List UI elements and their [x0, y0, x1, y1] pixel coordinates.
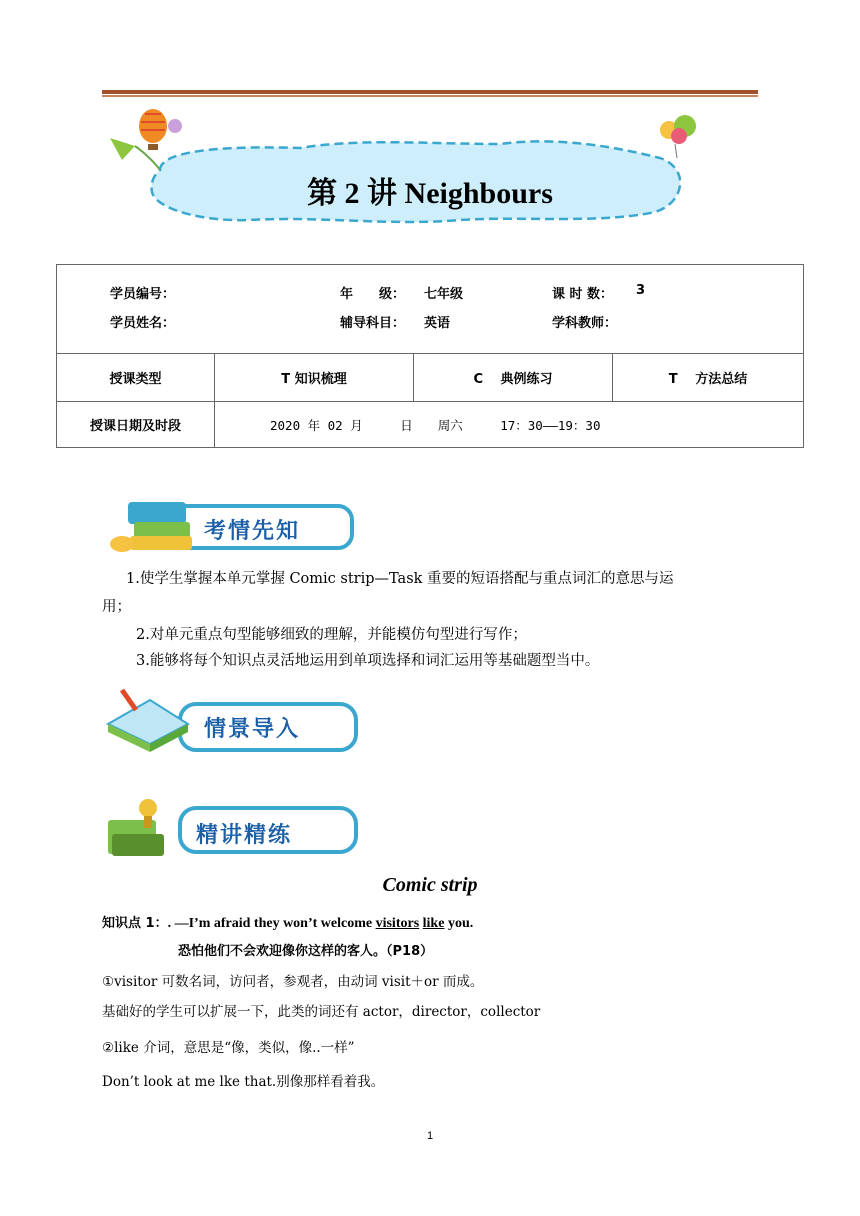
student-info-cell	[57, 265, 804, 354]
student-id-label: 学员编号：	[110, 287, 176, 302]
objective-3: 3.能够将每个知识点灵活地运用到单项选择和词汇运用等基础题型当中。	[136, 653, 600, 669]
banner-lecture-practice: 精讲精练	[196, 823, 293, 848]
note-visitor: ①visitor 可数名词，访问者，参观者，由动词 visit＋or 而成。	[102, 974, 484, 990]
banner-scenario-intro: 情景导入	[204, 717, 301, 742]
kp1-word-like: like	[422, 916, 445, 931]
lesson-info-table	[56, 264, 804, 448]
page-title: 第 2 讲 Neighbours	[307, 177, 553, 210]
note-extension: 基础好的学生可以扩展一下，此类的词还有 actor，director，collector	[102, 1004, 541, 1020]
header-rule-thin	[102, 95, 758, 97]
kp1-label: 知识点 1：	[102, 916, 168, 931]
kp1-translation: 恐怕他们不会欢迎像你这样的客人。（P18）	[178, 944, 434, 959]
banner-exam-preview: 考情先知	[204, 519, 301, 544]
header-rule	[102, 90, 758, 94]
subject-value: 英语	[424, 316, 451, 331]
balloons-icon	[655, 114, 705, 160]
grade-value: 七年级	[424, 287, 464, 302]
section-title: Comic strip	[382, 874, 478, 896]
hours-label: 课 时 数：	[552, 287, 614, 302]
teacher-label: 学科教师：	[552, 316, 618, 331]
knowledge-point-1	[102, 912, 473, 932]
note-like: ②like 介词，意思是“像，类似，像..一样”	[102, 1040, 355, 1056]
lesson-type-label: 授课类型	[57, 354, 215, 402]
lesson-type-t2: T 方法总结	[613, 354, 804, 402]
objective-1-cont: 用；	[102, 599, 131, 615]
note-example: Don’t look at me lke that.别像那样看着我。	[102, 1074, 385, 1090]
kp1-sentence-post: you.	[444, 916, 474, 931]
grade-label: 年 级：	[340, 287, 406, 302]
student-name-label: 学员姓名：	[110, 316, 176, 331]
lesson-date-label: 授课日期及时段	[57, 402, 215, 448]
objective-2: 2.对单元重点句型能够细致的理解，并能模仿句型进行写作；	[136, 627, 527, 643]
hours-value: 3	[636, 283, 646, 298]
lesson-type-c: C 典例练习	[414, 354, 613, 402]
objective-1: 1.使学生掌握本单元掌握 Comic strip—Task 重要的短语搭配与重点词汇的意思与运	[126, 571, 674, 587]
subject-label: 辅导科目：	[340, 316, 406, 331]
kp1-word-visitors: visitors	[375, 916, 420, 931]
kp1-sentence-pre: . —I’m afraid they won’t welcome	[167, 916, 376, 931]
lesson-date-value: 2020 年 02 月 日 周六 17：30——19：30	[215, 402, 804, 448]
page-number: 1	[426, 1130, 434, 1142]
lesson-type-t1: T 知识梳理	[215, 354, 414, 402]
